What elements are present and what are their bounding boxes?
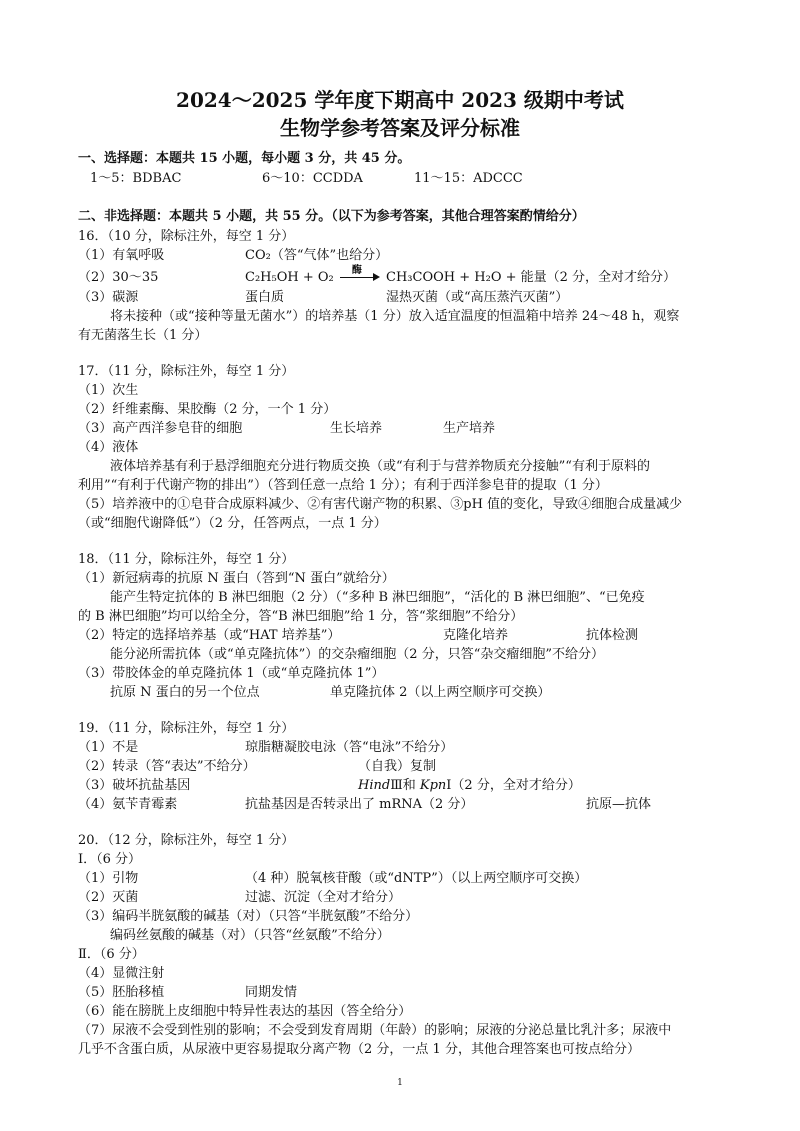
q17-answer-5b: （或“细胞代谢降低”）（2 分，任答两点，一点 1 分） <box>78 516 387 531</box>
q20-answer-4: （4）显微注射 <box>78 966 165 981</box>
q17-answer-3a: （3）高产西洋参皂苷的细胞 <box>78 421 243 436</box>
q16-answer-3c: 湿热灭菌（或“高压蒸汽灭菌”） <box>386 290 569 305</box>
reaction-arrow-icon <box>340 265 380 282</box>
q20-answer-2a: （2）灭菌 <box>78 890 139 905</box>
equation-products: CH₃COOH + H₂O + 能量（2 分，全对才给分） <box>386 270 677 285</box>
q17-answer-4: （4）液体 <box>78 440 139 455</box>
q20-answer-6: （6）能在膀胱上皮细胞中特异性表达的基因（答全给分） <box>78 1004 412 1019</box>
q18-paragraph-line2: 的 B 淋巴细胞”均可以给全分，答“B 淋巴细胞”给 1 分，答“浆细胞”不给分） <box>78 609 524 624</box>
q18-answer-2c: 抗体检测 <box>586 628 639 643</box>
enzyme-kpn: Kpn <box>419 778 447 793</box>
q20-answer-3b: 编码丝氨酸的碱基（对）（只答“丝氨酸”不给分） <box>110 928 390 943</box>
equation-reactants: C₂H₅OH + O₂ <box>245 270 334 285</box>
q18-paragraph-line3: 能分泌所需抗体（或“单克隆抗体”）的交杂瘤细胞（2 分，只答“杂交瘤细胞”不给分） <box>110 647 604 662</box>
enzyme-connector: Ⅲ和 <box>390 778 420 793</box>
enzyme-label: 酶 <box>351 265 362 276</box>
q18-paragraph-line1: 能产生特定抗体的 B 淋巴细胞（2 分）（“多种 B 淋巴细胞”，“活化的 B 淋巴细胞”、“已免疫 <box>110 590 645 605</box>
q18-answer-1: （1）新冠病毒的抗原 N 蛋白（答到“N 蛋白”就给分） <box>78 571 395 586</box>
q19-answer-1a: （1）不是 <box>78 740 139 755</box>
q17-paragraph-line1: 液体培养基有利于悬浮细胞充分进行物质交换（或“有利于与营养物质充分接触”“有利于原料的 <box>110 459 650 474</box>
q20-answer-7b: 几乎不含蛋白质，从尿液中更容易提取分离产物（2 分，一点 1 分，其他合理答案也可按点给分） <box>78 1042 640 1057</box>
section1-header: 一、选择题：本题共 15 小题，每小题 3 分，共 45 分。 <box>78 151 411 166</box>
q18-answer-4b: 单克隆抗体 2（以上两空顺序可交换） <box>330 685 551 700</box>
enzyme-hind: Hind <box>358 778 391 793</box>
q17-answer-3c: 生产培养 <box>443 421 496 436</box>
q19-answer-4b: 抗盐基因是否转录出了 mRNA（2 分） <box>245 797 474 812</box>
mc-answers-1-5: 1～5：BDBAC <box>90 171 182 186</box>
q17-answer-5a: （5）培养液中的①皂苷合成原料减少、②有害代谢产物的积累、③pH 值的变化，导致④细胞合成量减少 <box>78 497 683 512</box>
q19-answer-1b: 琼脂糖凝胶电泳（答“电泳”不给分） <box>245 740 454 755</box>
q20-answer-5b: 同期发情 <box>245 985 298 1000</box>
mc-answers-11-15: 11～15：ADCCC <box>414 171 523 186</box>
q18-header: 18．（11 分，除标注外，每空 1 分） <box>78 552 295 567</box>
q20-part1-header: Ⅰ．（6 分） <box>78 852 142 867</box>
q16-answer-2a: （2）30～35 <box>78 270 159 285</box>
q17-answer-2: （2）纤维素酶、果胶酶（2 分，一个 1 分） <box>78 402 337 417</box>
q20-header: 20．（12 分，除标注外，每空 1 分） <box>78 833 295 848</box>
q20-answer-2b: 过滤、沉淀（全对才给分） <box>245 890 402 905</box>
q19-answer-4a: （4）氨苄青霉素 <box>78 797 178 812</box>
q20-answer-5a: （5）胚胎移植 <box>78 985 165 1000</box>
q19-answer-2a: （2）转录（答“表达”不给分） <box>78 759 256 774</box>
q20-answer-3a: （3）编码半胱氨酸的碱基（对）（只答“半胱氨酸”不给分） <box>78 909 419 924</box>
q19-answer-3b <box>358 776 581 795</box>
q16-paragraph-line2: 有无菌落生长（1 分） <box>78 328 208 343</box>
q16-answer-3a: （3）碳源 <box>78 290 139 305</box>
q16-answer-1b: CO₂（答“气体”也给分） <box>245 248 389 263</box>
q19-answer-2b: （自我）复制 <box>358 759 437 774</box>
q18-answer-2b: 克隆化培养 <box>443 628 509 643</box>
q19-answer-4c: 抗原—抗体 <box>586 797 652 812</box>
q18-answer-4a: 抗原 N 蛋白的另一个位点 <box>110 685 260 700</box>
q17-answer-1: （1）次生 <box>78 383 139 398</box>
q17-header: 17．（11 分，除标注外，每空 1 分） <box>78 364 295 379</box>
q20-answer-7a: （7）尿液不会受到性别的影响；不会受到发育周期（年龄）的影响；尿液的分泌总量比乳汁多；尿液中 <box>78 1023 672 1038</box>
q16-answer-1a: （1）有氧呼吸 <box>78 248 165 263</box>
q16-equation <box>245 265 677 287</box>
q16-paragraph-line1: 将未接种（或“接种等量无菌水”）的培养基（1 分）放入适宜温度的恒温箱中培养 24～48 h，观察 <box>110 309 680 324</box>
section2-header: 二、非选择题：本题共 5 小题，共 55 分。（以下为参考答案，其他合理答案酌情给分） <box>78 209 585 224</box>
enzyme-note: Ⅰ（2 分，全对才给分） <box>446 778 581 793</box>
q20-answer-1a: （1）引物 <box>78 871 139 886</box>
q16-header: 16．（10 分，除标注外，每空 1 分） <box>78 229 295 244</box>
q18-answer-3: （3）带胶体金的单克隆抗体 1（或“单克隆抗体 1”） <box>78 666 385 681</box>
q20-answer-1b: （4 种）脱氧核苷酸（或“dNTP”）（以上两空顺序可交换） <box>245 871 588 886</box>
q17-paragraph-line2: 利用”“有利于代谢产物的排出”）（答到任意一点给 1 分）；有利于西洋参皂苷的提取（1 分） <box>78 478 608 493</box>
q19-header: 19．（11 分，除标注外，每空 1 分） <box>78 721 295 736</box>
q17-answer-3b: 生长培养 <box>330 421 383 436</box>
q16-answer-3b: 蛋白质 <box>245 290 285 305</box>
answer-key-title: 生物学参考答案及评分标准 <box>280 116 520 140</box>
exam-title: 2024～2025 学年度下期高中 2023 级期中考试 <box>176 88 624 112</box>
q18-answer-2a: （2）特定的选择培养基（或“HAT 培养基”） <box>78 628 341 643</box>
page-number: 1 <box>397 1078 403 1088</box>
q20-part2-header: Ⅱ．（6 分） <box>78 947 145 962</box>
mc-answers-6-10: 6～10：CCDDA <box>262 171 363 186</box>
q19-answer-3a: （3）破坏抗盐基因 <box>78 778 191 793</box>
